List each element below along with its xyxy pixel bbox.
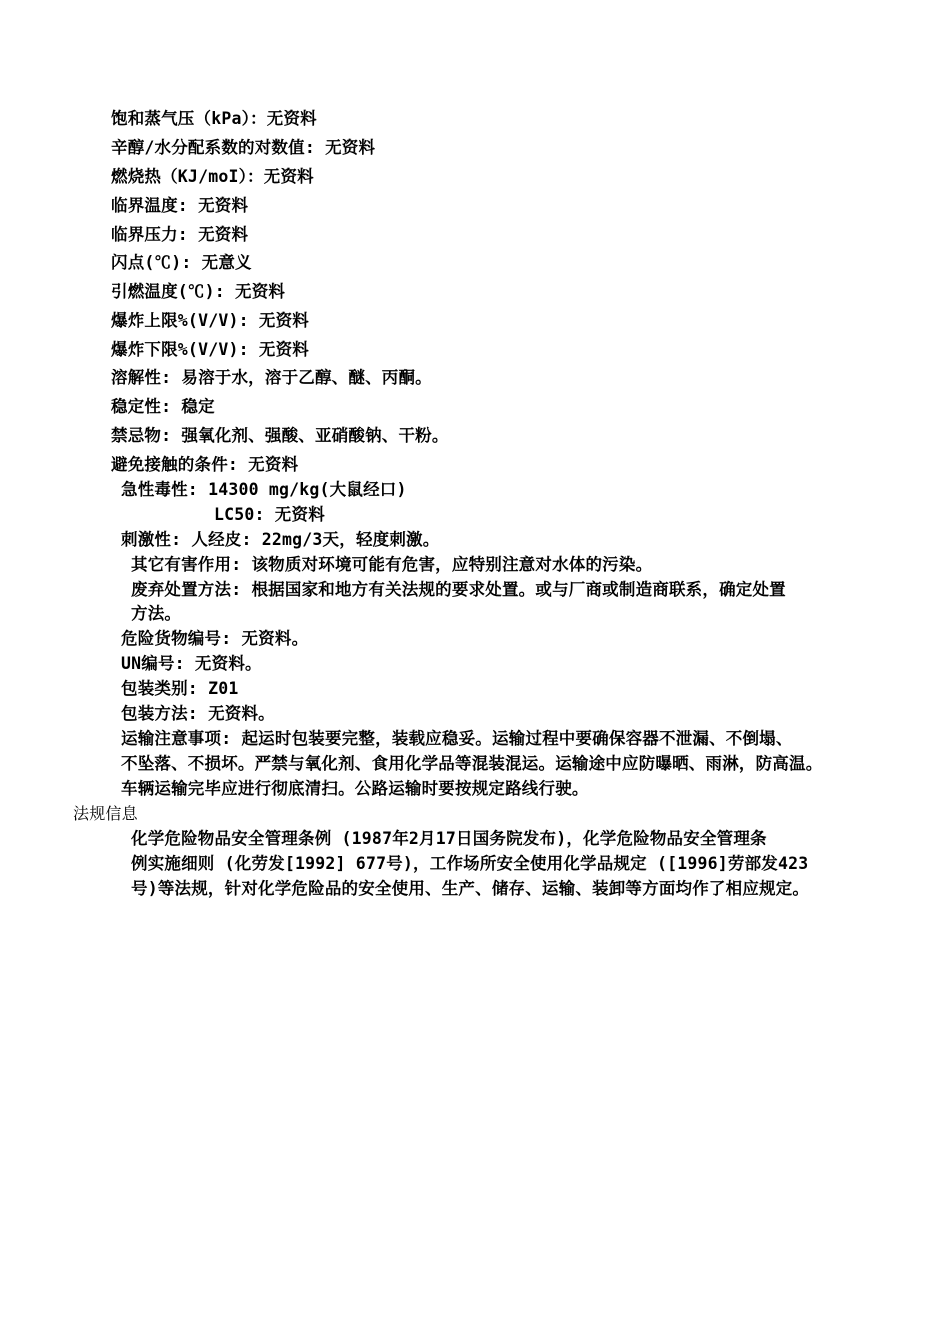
property-lower-explosive-limit: 爆炸下限%(V/V): 无资料 <box>111 340 309 359</box>
property-stability: 稳定性: 稳定 <box>111 397 215 416</box>
regulations-text-1: 化学危险物品安全管理条例 (1987年2月17日国务院发布)，化学危险物品安全管理条 <box>131 829 767 848</box>
dangerous-goods-number: 危险货物编号: 无资料。 <box>121 629 309 648</box>
property-solubility: 溶解性: 易溶于水，溶于乙醇、醚、丙酮。 <box>111 368 432 387</box>
toxicity-lc50: LC50: 无资料 <box>214 505 325 524</box>
transport-precautions-cont-1: 不坠落、不损坏。严禁与氧化剂、食用化学品等混装混运。运输途中应防曝晒、雨淋，防高温。 <box>121 754 823 773</box>
other-hazards: 其它有害作用: 该物质对环境可能有危害，应特别注意对水体的污染。 <box>131 555 653 574</box>
regulations-heading: 法规信息 <box>73 804 138 823</box>
packing-method: 包装方法: 无资料。 <box>121 704 275 723</box>
property-critical-pressure: 临界压力: 无资料 <box>111 225 249 244</box>
packing-group: 包装类别: Z01 <box>121 679 239 698</box>
disposal-method-cont: 方法。 <box>131 604 182 623</box>
toxicity-acute: 急性毒性: 14300 mg/kg(大鼠经口) <box>121 480 407 499</box>
regulations-text-2: 例实施细则 (化劳发[1992] 677号)，工作场所安全使用化学品规定 ([1996]劳部发423 <box>131 854 809 873</box>
transport-precautions-cont-2: 车辆运输完毕应进行彻底清扫。公路运输时要按规定路线行驶。 <box>121 779 589 798</box>
property-upper-explosive-limit: 爆炸上限%(V/V): 无资料 <box>111 311 309 330</box>
property-partition-coefficient: 辛醇/水分配系数的对数值: 无资料 <box>111 138 376 157</box>
property-ignition-temperature: 引燃温度(℃): 无资料 <box>111 282 286 301</box>
property-incompatible-materials: 禁忌物: 强氧化剂、强酸、亚硝酸钠、干粉。 <box>111 426 449 445</box>
property-conditions-to-avoid: 避免接触的条件: 无资料 <box>111 455 299 474</box>
regulations-text-3: 号)等法规，针对化学危险品的安全使用、生产、储存、运输、装卸等方面均作了相应规定。 <box>131 879 810 898</box>
disposal-method: 废弃处置方法: 根据国家和地方有关法规的要求处置。或与厂商或制造商联系，确定处置 <box>131 580 786 599</box>
property-heat-of-combustion: 燃烧热（KJ/moI）：无资料 <box>111 167 314 186</box>
un-number: UN编号: 无资料。 <box>121 654 262 673</box>
property-vapor-pressure: 饱和蒸气压（kPa）：无资料 <box>111 109 317 128</box>
toxicity-irritation: 刺激性: 人经皮: 22mg/3天，轻度刺激。 <box>121 530 440 549</box>
property-flash-point: 闪点(℃): 无意义 <box>111 253 252 272</box>
transport-precautions: 运输注意事项: 起运时包装要完整，装载应稳妥。运输过程中要确保容器不泄漏、不倒塌、 <box>121 729 793 748</box>
property-critical-temperature: 临界温度: 无资料 <box>111 196 249 215</box>
